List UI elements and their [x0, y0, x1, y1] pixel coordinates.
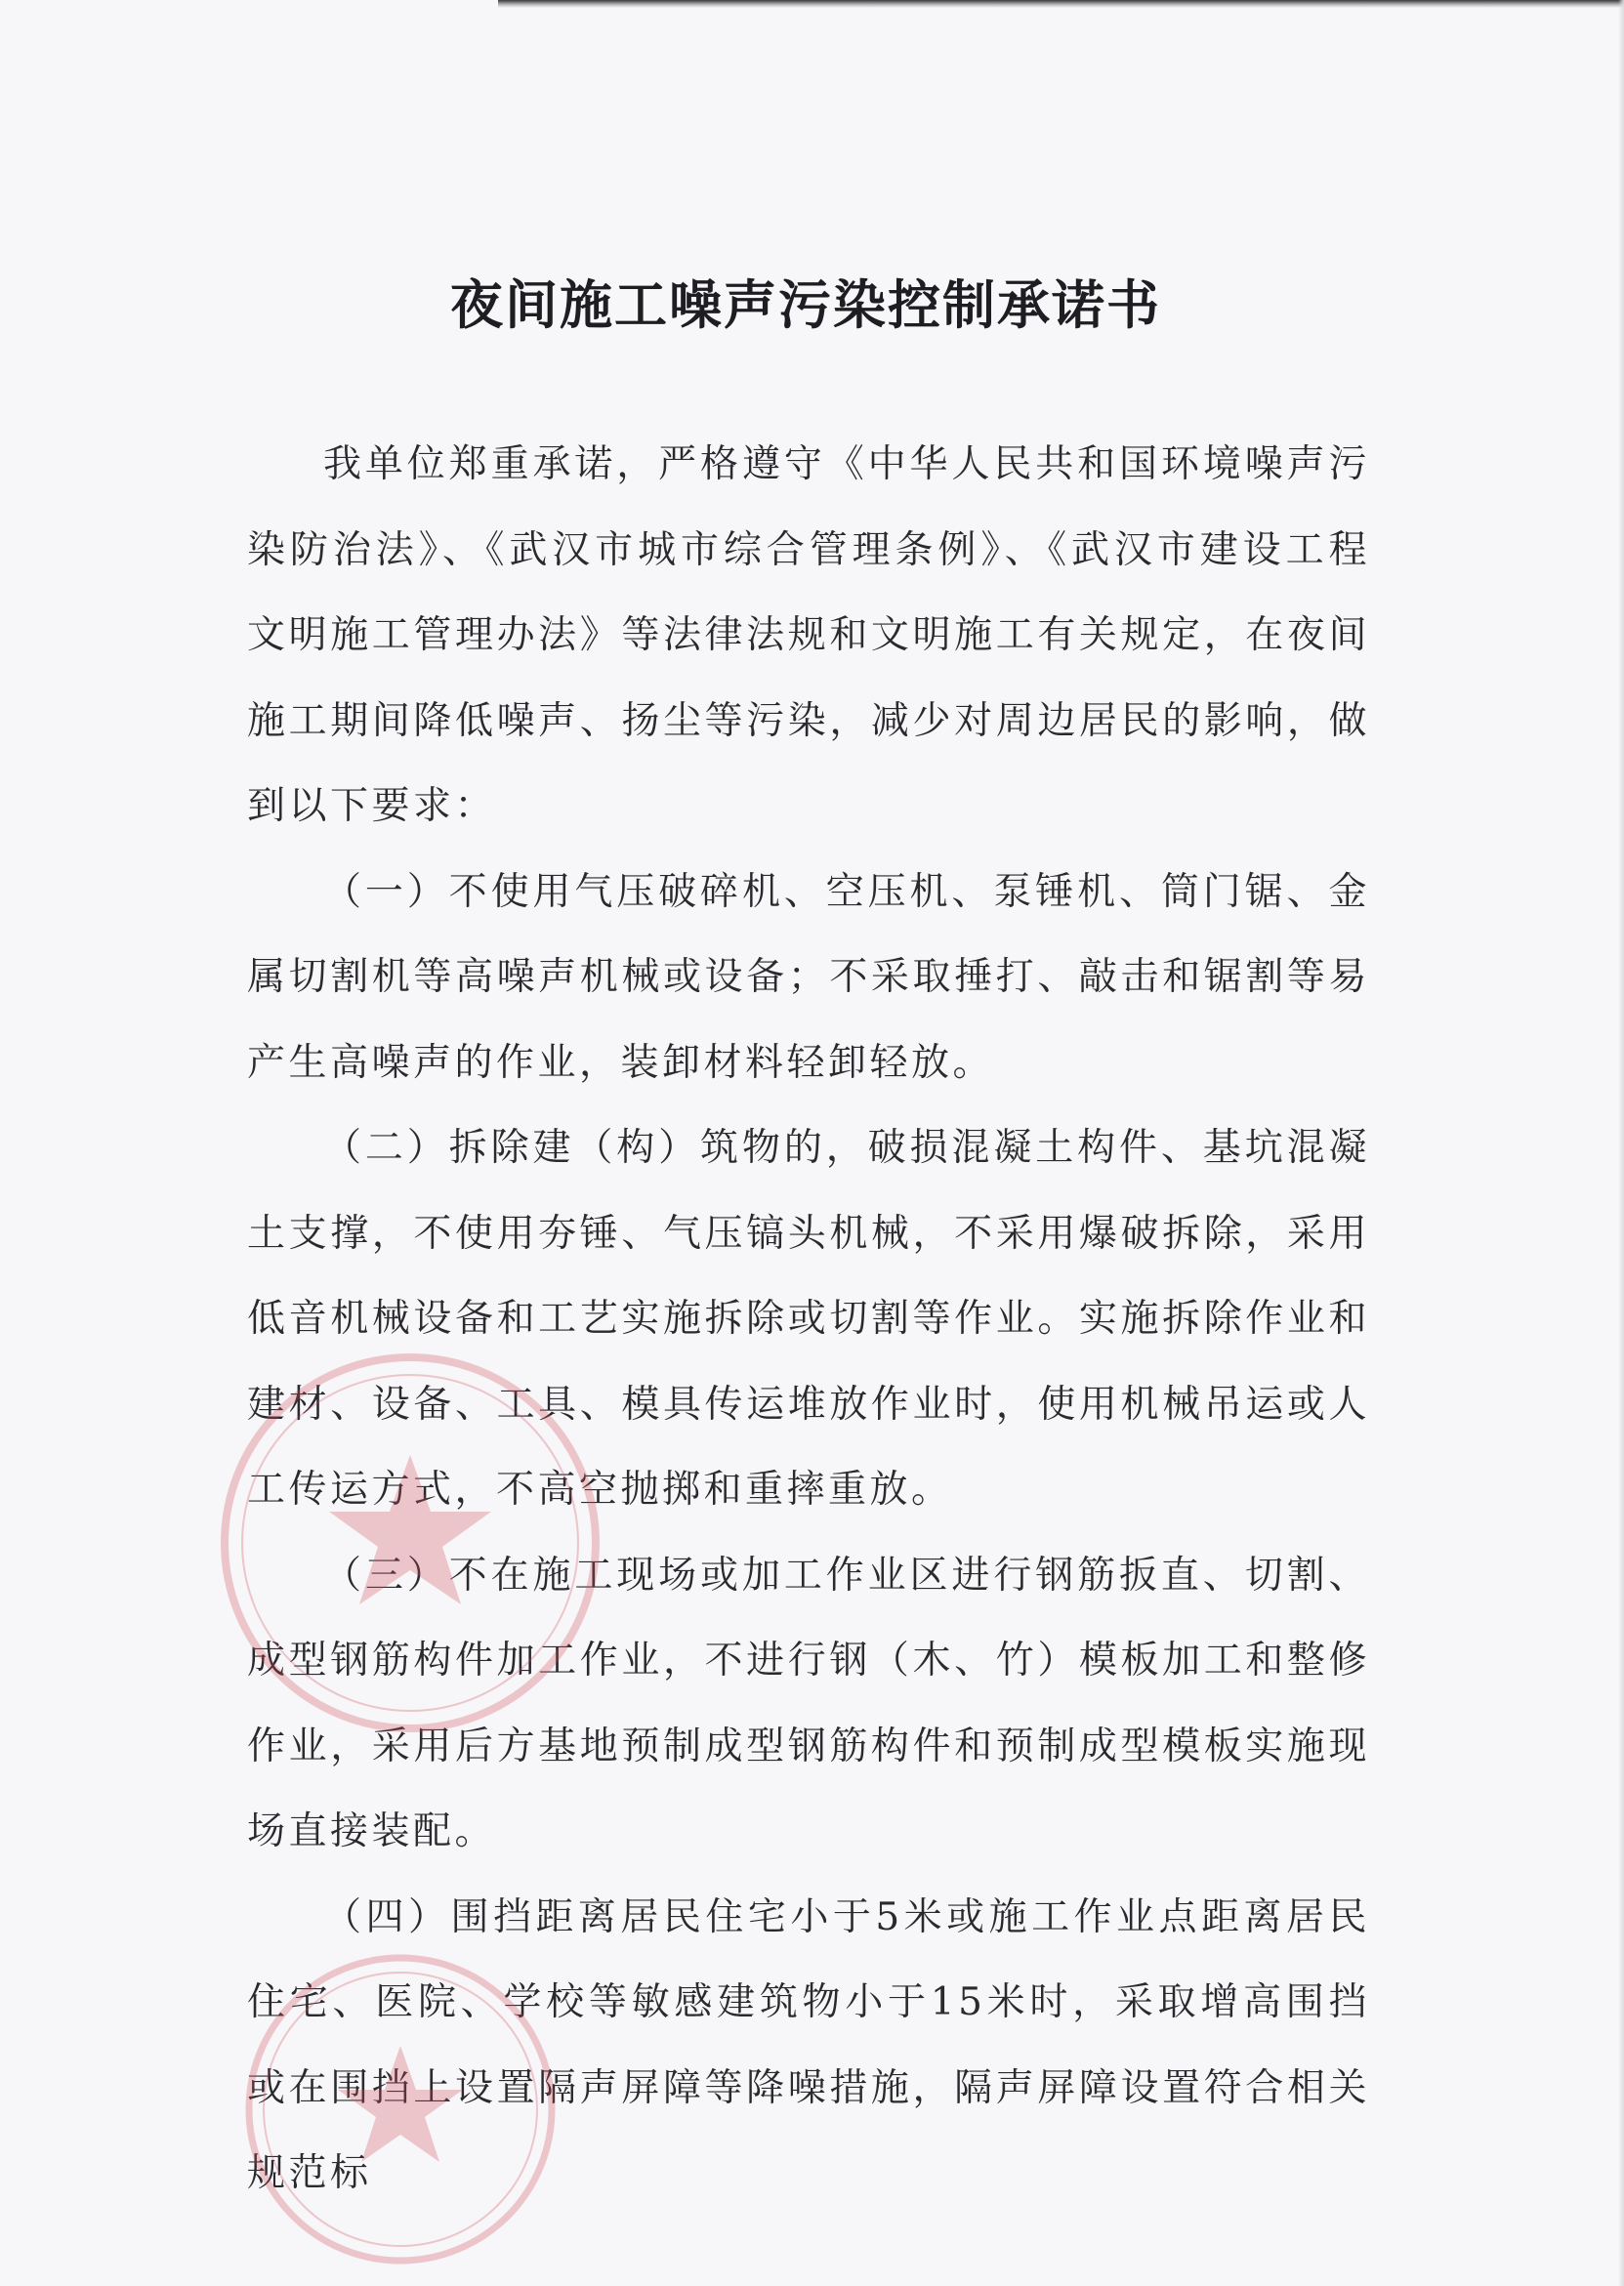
paragraph-item-1: （一）不使用气压破碎机、空压机、泵锤机、筒门锯、金属切割机等高噪声机械或设备；不采取捶打、敲击和锯割等易产生高噪声的作业，装卸材料轻卸轻放。 — [247, 869, 1370, 1085]
paragraph-item-2: （二）拆除建（构）筑物的，破损混凝土构件、基坑混凝土支撑，不使用夯锤、气压镐头机械，不采用爆破拆除，采用低音机械设备和工艺实施拆除或切割等作业。实施拆除作业和建材、设备、工具、模具传运堆放作业时，使用机械吊运或人工传运方式，不高空抛掷和重摔重放。 — [247, 1126, 1370, 1512]
document-title: 夜间施工噪声污染控制承诺书 — [450, 274, 1161, 336]
paragraph-item-3: （三）不在施工现场或加工作业区进行钢筋扳直、切割、成型钢筋构件加工作业，不进行钢（木、竹）模板加工和整修作业，采用后方基地预制成型钢筋构件和预制成型模板实施现场直接装配。 — [247, 1553, 1370, 1853]
paragraph-item-4: （四）围挡距离居民住宅小于5米或施工作业点距离居民住宅、医院、学校等敏感建筑物小于15米时，采取增高围挡或在围挡上设置隔声屏障等降噪措施，隔声屏障设置符合相关规范标 — [247, 1894, 1370, 2195]
paragraph-intro: 我单位郑重承诺，严格遵守《中华人民共和国环境噪声污染防治法》、《武汉市城市综合管理条例》、《武汉市建设工程文明施工管理办法》等法律法规和文明施工有关规定，在夜间施工期间降低噪声、扬尘等污染，减少对周边居民的影响，做到以下要求： — [247, 442, 1370, 828]
document-body — [247, 422, 1370, 2217]
